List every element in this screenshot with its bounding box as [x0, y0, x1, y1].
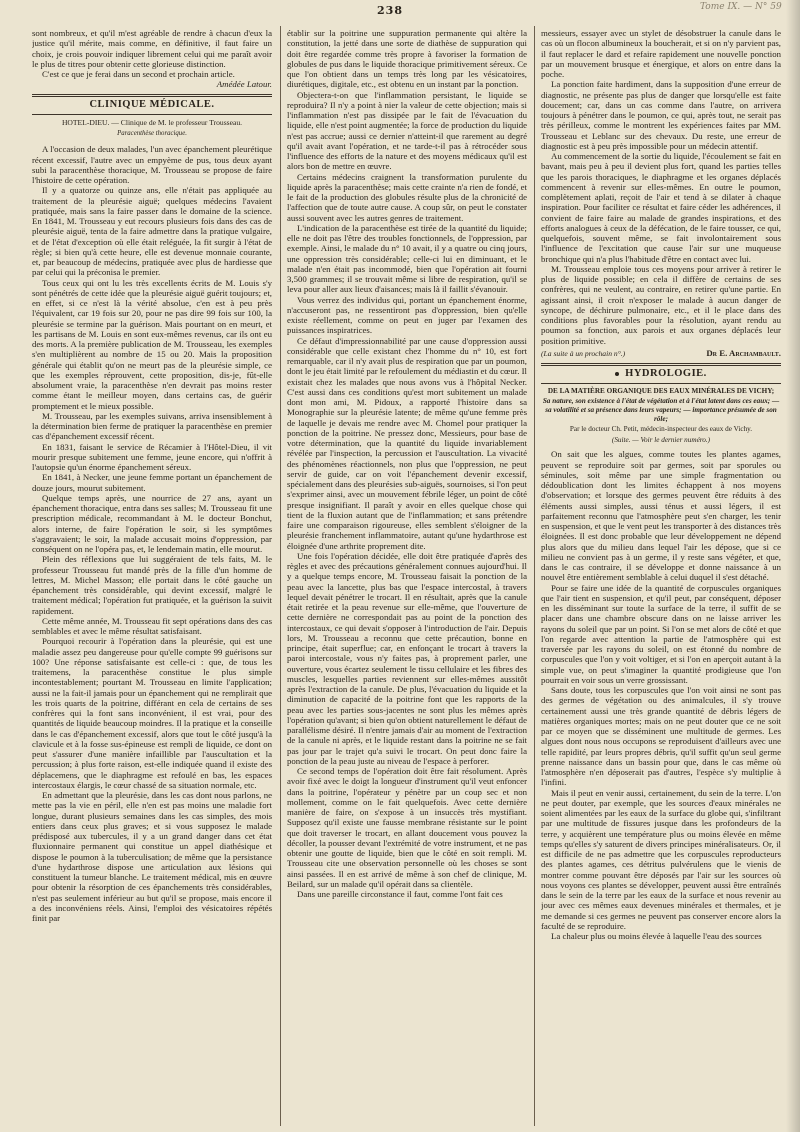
corner-running-head: Tome IX. — N° 59 [700, 2, 782, 12]
paragraph: A l'occasion de deux malades, l'un avec épanchement pleurétique récent excessif, l'autre avec un empyème de pus, tous deux ayant subi la paracenthèse thoracique, M. Trousseau se propose de faire l'histoire de cette opération. [32, 144, 272, 185]
paragraph: Objectera-t-on que l'inflammation persistant, le liquide se reproduira? Il n'y a point à nier la valeur de cette objection; mais si l'inflammation n'est pas dissipée par le fait de l'évacuation du liquide, elle n'est point augmentée; la force de production du liquide n'est pas accrue; aussi ce dernier n'atteint-il que rarement au degré qu'il avait avant l'opération, et ne tarde-t-il pas à rétrocéder sous l'influence des efforts de la nature et des moyens médicaux qu'il est alors bon de mettre en œuvre. [287, 89, 527, 172]
paragraph: Vous verrez des individus qui, portant un épanchement énorme, n'accuseront pas, ne ressentiront pas d'oppression, bien qu'elle existe réellement, comme on peut en juger par l'examen des puissances inspiratrices. [287, 294, 527, 336]
continuation-note: (Suite. — Voir le dernier numéro.) [611, 436, 711, 445]
column-divider [280, 26, 281, 1126]
paragraph: Ce second temps de l'opération doit être fait résolument. Après avoir fixé avec le doigt la longueur d'instrument qu'il veut enfoncer dans la poitrine, l'opérateur y pénètre par un coup sec et non mollement, comme on le fait quelquefois. Avec cette dernière manière de faire, on s'expose à un insuccès très mystifiant. Supposez qu'il existe une fausse membrane résistante sur le point que doit traverser le trocart, en allant doucement vous pouvez la décoller, la pousser devant l'extrémité de votre instrument, et ne pas obtenir une goutte de liquide, bien que le côté en soit rempli. M. Trousseau cite une observation personnelle où les choses se sont ainsi passées. Il en est arrivé de même à son chef de clinique, M. Beilard, sur un malade qu'il opérait dans sa clientèle. [287, 766, 527, 889]
article-body [287, 28, 527, 899]
section-divider [32, 94, 272, 97]
paragraph: messieurs, essayer avec un stylet de désobstruer la canule dans le cas où un flocon albumineux la boucherait, et si on n'y parvient pas, il faut replacer le dard et refaire rapidement une nouvelle ponction par un mouvement brusque et énergique, et alors on entre dans la poche. [541, 28, 781, 79]
paragraph: Pour se faire une idée de la quantité de corpuscules organiques que l'air tient en suspension, et qu'il peut, par conséquent, déposer en les disséminant sur toute la surface de la terre, il suffit de se placer dans une chambre obscure dans on ne laisse arriver les rayons du soleil que par un point. Si l'on se met alors de côté et que l'on regarde avec attention la partie de l'atmosphère qui est traversée par les rayons du soleil, on est étonné du nombre de corpuscules que l'on y voit voltiger, et si l'on en aperçoit autant à la simple vue, on peut s'imaginer la quantité prodigieuse que l'on pourrait en voir sous un verre grossissant. [541, 582, 781, 685]
paragraph: C'est ce que je ferai dans un second et prochain article. [42, 69, 235, 79]
article-author: Par le docteur Ch. Petit, médecin-inspecteur des eaux de Vichy. [569, 425, 753, 434]
section-divider [541, 363, 781, 366]
paragraph: Mais il peut en venir aussi, certainement, du sein de la terre. L'on ne peut douter, par exemple, que les sources d'eaux minérales ne soient alimentées par les eaux de la surface du globe qui, s'infiltrant par une multitude de fissures jusque dans les profondeurs de la terre, y acquièrent une température plus ou moins élevée en même temps qu'elles s'y saturent de divers principes minéralisateurs. Or, il est difficile de ne pas admettre que les corpuscules reproducteurs des plantes agames, ces détritus pulvérulens que le vienis de montrer comme pouvant être déposés par l'air sur les sources où nous voyons ces plantes se développer, peuvent aussi être entraînés dans le sein de la terre par les eaux de la surface et nous revenir au jour avec ces mêmes eaux devenues minérales et thermales, et je me demande si ces germes ne peuvent pas conserver encore alors la faculté de se reproduire. [541, 787, 781, 931]
section-title [541, 369, 781, 379]
author-signature: Amédée Latour. [216, 79, 272, 90]
paragraph: L'indication de la paracenthèse est tirée de la quantité du liquide; elle ne doit pas l'être des troubles fonctionnels, de l'oppression, par exemple. Ainsi, le malade du n° 10 avait, il y a quatre ou cinq jours, une oppression très considérable; celle-ci lui en diminuant, et le malade n'en était pas incommodé, bien que l'opération ait fourni 3,500 grammes; il se trouvait même si libre de respiration, qu'il se leva pour aller aux lieux d'aisances; mais là il faillit s'évanouir. [287, 222, 527, 295]
section-title: CLINIQUE MÉDICALE. [89, 98, 215, 110]
article-signature-line [541, 348, 781, 359]
paragraph: Cette même année, M. Trousseau fit sept opérations dans des cas semblables et avec le même résultat satisfaisant. [32, 615, 272, 636]
paragraph: établir sur la poitrine une suppuration permanente qui altère la constitution, la jetté dans une sorte de diathèse de suppuration qui doit être regardée comme très propre à favoriser la formation de globules de pus dans le liquide thoracique primitivement séreux. Ce que l'on obtient dans un temps très long par les vésicatoires, diurétiques, digitale, etc., est obtenu en un instant par la ponction. [287, 28, 527, 90]
divider [32, 114, 272, 115]
page-edge-shadow [786, 0, 800, 1132]
paragraph: Dans une pareille circonstance il faut, comme l'ont fait ces [297, 889, 503, 899]
paragraph: La ponction faite hardiment, dans la supposition d'une erreur de diagnostic, ne présente pas plus de danger que lorsqu'elle est faite doucement; car, dans un cas comme dans l'autre, on arrivera toujours à pénétrer dans le poumon, ce qui, après tout, ne serait pas très périlleux, comme le montrent les expériences faites par MM. Trousseau et Leblanc sur des chevaux. Du reste, une erreur de diagnostic est à peu près impossible pour un médecin attentif. [541, 79, 781, 151]
article-body [541, 28, 781, 346]
paragraph: La chaleur plus ou moins élevée à laquelle l'eau des sources [551, 931, 762, 941]
column-3 [541, 28, 781, 1126]
article-subtitle: Sa nature, son existence à l'état de végétation et à l'état latent dans ces eaux; — sa volatilité et sa présence dans leurs vapeurs; — importance présumée de son rôle; [542, 397, 780, 424]
article-subheading: HOTEL-DIEU. — Clinique de M. le professeur Trousseau. [61, 117, 243, 127]
continuation-note: (La suite à un prochain n°.) [541, 348, 626, 358]
paragraph: Sans doute, tous les corpuscules que l'on voit ainsi ne sont pas des germes de végétation ou des animalcules, il s'y trouve certainement aussi une très grande quantité de débris légers de matières organiques mortes; mais on ne peut douter que ce ne soit par ce moyen que se disséminent une multitude de germes. Les algues dont nous nous occupons se reproduisent d'ailleurs avec une telle rapidité, par leurs propres débris, qu'il suffit qu'un seul germe prenne naissance dans un bassin pour que, dans le cas même où l'atmosphère n'en déposerait pas d'autres, l'espèce s'y multiplie à l'infini. [541, 685, 781, 788]
article-title: DE LA MATIÈRE ORGANIQUE DES EAUX MINÉRALES DE VICHY; [547, 387, 775, 396]
paragraph: Ce défaut d'impressionnabilité par une cause d'oppression aussi considérable que celle existant chez l'homme du n° 10, est fort remarquable, car il n'y avait plus de respiration que par un poumon, dont le jeu était limité par le refoulement du médiastin et du cœur. Il existait chez les malades que nous avons vus à l'hôpital Necker. C'est aussi dans ces conditions qu'est mort subitement un malade dont mon ami, M. Pidoux, a rapporté l'histoire dans sa Monographie sur la pleurésie latente; de même qu'une femme près de laquelle je devais me rendre avec M. Chomel pour pratiquer la ponction de la poitrine. Ne pressez donc, Messieurs, pour base de votre détermination, que la quantité du liquide invariablement révélée par l'inspection, la percussion et l'auscultation. La vivacité des phénomènes réactionnels, non plus que l'oppression, ne peut servir de guide, car on voit l'épanchement devenir excessif, spécialement dans des pleurésies sub-aiguës, sournoises, si l'on peut s'exprimer ainsi, avec un mouvement fébrile léger, un point de côté presque insignifiant. Il paraît y avoir en elles quelque chose qui tient de la fluxion autant que de l'inflammation; et sans prétendre faire une comparaison rigoureuse, elles semblent s'éloigner de la pleurésie franchement inflammatoire, autant qu'une hydarthrose est éloignée d'une arthrite proprement dite. [287, 335, 527, 551]
paragraph: Plein des réflexions que lui suggéraient de tels faits, M. le professeur Trousseau fut mandé près de la fille d'un homme de lettres, M. Michel Masson; elle portait dans le côté gauche un épanchement très considérable, qui devint excessif, malgré le traitement médical; l'opération fut pratiquée, et la guérison la suivit rapidement. [32, 554, 272, 616]
column-1 [32, 28, 272, 1126]
paragraph: Certains médecins craignent la transformation purulente du liquide après la paracenthèse; mais cette crainte n'a rien de fondé, et le fait de la production des globules résulte plus de la chronicité de l'affection que de toute autre cause. A coup sûr, on peut le constater aussi souvent avec les autres genres de traitement. [287, 171, 527, 223]
paragraph: En admettant que la pleurésie, dans les cas dont nous parlons, ne mette pas la vie en péril, elle n'en est pas moins une maladie fort longue, durant plusieurs semaines dans les cas simples, des mois entiers dans ceux plus graves; et si vous supposez le malade prédisposé aux tubercules, il y a un grand danger dans cet état fluxionnaire permanent qui constitue un appel diathésique et dispose le poumon à la tuberculisation; de même que la persistance d'une hydarthrose dispose une articulation aux lésions qui constituent la tumeur blanche. Le traitement médical, mis en œuvre pour obtenir la résorption de ces épanchements très considérables, n'est pas seulement inférieur au but qu'il se propose, mais encore il a des inconvéniens réels. Ainsi, l'emploi des vésicatoires répétés finit par [32, 790, 272, 923]
paragraph: Il y a quatorze ou quinze ans, elle n'était pas appliquée au traitement de la pleurésie aiguë; quelques médecins l'avaient pratiquée, mais sans la faire passer dans le domaine de la science. En 1841, M. Trousseau y eut recours plusieurs fois dans des cas de pleurésie aiguë, tenta de la faire admettre dans la pratique vulgaire, et de l'état d'exception où elle était reléguée, la fit surgir à l'état de règle; si bien qu'à cette heure, elle est devenue monnaie courante, et, par beaucoup de médecins, pratiquée avec plus de hardiesse que par celui qui la préconisa le premier. [32, 185, 272, 278]
paragraph: M. Trousseau, par les exemples suivans, arriva insensiblement à la détermination bien ferme de pratiquer la paracenthèse en premier cas d'épanchement excessif récent. [32, 410, 272, 442]
paragraph: Tous ceux qui ont lu les très excellents écrits de M. Louis s'y sont pénétrés de cette idée que la pleurésie aiguë guérit toujours; et, en effet, si ce n'est là la vérité absolue, c'en est à peu près l'équivalent, car 19 fois sur 20, pour ne pas dire 99 fois sur 100, la pleurésie se termine par la guérison. Mais pourtant on en meurt, et les partisans de M. Louis en sont eux-mêmes revenus, car ils ont eu des morts. A la première publication de M. Trousseau, les exemples s'en multiplièrent au nombre de 15 ou 20. Mais la proposition générale qui établit qu'on ne meurt pas de la pleurésie simple, ce que les exemples réprouvent, cette proposition, dis-je, fût-elle absolument vraie, la paracenthèse n'en devrait pas moins rester comme étant le meilleur moyen, dans certains cas, de guérir promptement et le mieux possible. [32, 277, 272, 411]
paragraph: Une fois l'opération décidée, elle doit être pratiquée d'après des règles et avec des précautions généralement connues aujourd'hui. Il y a quelque temps encore, M. Trousseau faisait la ponction de la peau avec la lancette, plus bas que l'espace intercostal, à travers lequel devait pénétrer le trocart. Il en résultait, après que la canule était retirée et la peau revenue sur elle-même, que l'ouverture de cette dernière ne correspondait pas au point de la ponction des intercostaux, ce qui devait s'opposer à l'introduction de l'air. Depuis lors, M. Trousseau a reconnu que cette précaution, bonne en principe, était superflue; car, en enfonçant le trocart à travers la paroi intercostale, vous n'y faites pas, à proprement parler, une ouverture, vous écartez seulement le tissu cellulaire et les fibres des muscles, lesquelles parties reviennent sur elles-mêmes aussitôt après l'extraction de la canule. De plus, l'évacuation du liquide et la diminution de capacité de la poitrine font que les rapports de la peau avec les parties sous-jacentes ne sont plus les mêmes après l'opération qu'avant; si bien qu'on obtient naturellement le défaut de parallélisme désiré. Il n'entre jamais d'air au moment de l'extraction de la canule ni après, et le liquide restant dans la poitrine ne se fait pas jour par le trajet qu'a suivi le trocart. On peut donc faire la ponction de la peau juste au niveau de l'espace à perforer. [287, 550, 527, 766]
paragraph: sont nombreux, et qu'il m'est agréable de rendre à chacun d'eux la justice qu'il mérite, mais comme, en définitive, il faut faire un choix, je crois pouvoir indiquer librement celui qui me paraît avoir le plus de titres pour obtenir cette glorieuse distinction. [32, 28, 272, 69]
article-body [32, 144, 272, 923]
paragraph: On sait que les algues, comme toutes les plantes agames, peuvent se reproduire soit par germes, soit par sporules ou séminules, soit même par une simple fragmentation ou dédoublication dont les limites échappent à nos moyens d'observation; et lorsque des germes peuvent être réduits à des éléments aussi simples, aussi ténus et aussi légers, il est parfaitement reconnu que l'atmosphère peut s'en charger, les tenir en suspension, et que le vent peut les transporter à des distances très éloignées. Il est donc probable que leur développement ne dépend plus alors que du milieu dans lequel l'air les dépose, que si ce milieu ne convient pas à un germe, il y reste sans végéter, et que, dans le cas contraire, il se développe et donne naissance à un nouvel être entièrement semblable à celui duquel il s'est détaché. [541, 449, 781, 583]
paragraph: Au commencement de la sortie du liquide, l'écoulement se fait en bavant, mais peu à peu il devient plus fort, quand les parties telles que les parois thoraciques, le diaphragme et les organes déplacés commencent à revenir sur elles-mêmes. En outre le poumon, complètement aplati, reçoit de l'air et tend à se dilater à chaque inspiration. Pour faciliter ce résultat et faire céder les adhérences, il convient de faire faire au malade de grandes inspirations, et des efforts analogues à ceux de la défécation, de le faire tousser, ce qui, quelquefois, souvent même, se fait involontairement sous l'influence de l'excitation que cause l'air sur une muqueuse bronchique qui n'a plus l'habitude d'être en contact avec lui. [541, 151, 781, 264]
paragraph: Pourquoi recourir à l'opération dans la pleurésie, qui est une maladie assez peu dangereuse pour qu'elle compte 99 guérisons sur 100? Une réponse satisfaisante est celle-ci : que, de tous les traitemens, la paracenthèse constitue le plus simple incontestablement; pourtant M. Trousseau en limite l'application; aussi ne la fait-il jamais pour un épanchement qui ne remplirait que les trois quarts de la poitrine, différant en cela de certains de ses confrères qui la font sans inconvénient, il est vrai, pour des quantités de liquide beaucoup moindres. Il la pratique et la conseille dans le cas d'épanchement excessif, alors que tout le côté jusqu'à la clavicule et à la fosse sus-épineuse est rempli de liquide, ce dont on peut s'assurer d'une manière infaillible par l'auscultation et la percussion; à plus forte raison, est-elle indiquée quand il existe des déplacemens, que le diaphragme est refoulé en bas, les espaces intercostaux élargis, le cœur chassé de sa situation normale, etc. [32, 636, 272, 790]
column-2 [287, 28, 527, 1126]
paragraph: En 1841, à Necker, une jeune femme portant un épanchement de douze jours, mourut subitement. [32, 472, 272, 493]
page-number: 238 [377, 4, 403, 17]
section-title-text: HYDROLOGIE. [625, 368, 707, 379]
paragraph: En 1831, faisant le service de Récamier à l'Hôtel-Dieu, il vit mourir presque subitement une femme, jeune encore, qui n'offrit à l'autopsie qu'un énorme épanchement séreux. [32, 441, 272, 472]
paragraph: Quelque temps après, une nourrice de 27 ans, ayant un épanchement thoracique, entra dans ses salles; M. Trousseau fit une prescription médicale, recommandant à M. le docteur Bonchut, alors interne, de faire l'opération le soir, si les symptômes s'aggravaient; le soir, la malade accusait moins d'oppression, par conséquent on ne l'opéra pas, et, le lendemain matin, elle mourut. [32, 492, 272, 554]
article-topic: Paracenthèse thoracique. [117, 130, 187, 137]
column-divider [534, 26, 535, 1126]
author-signature: Dr E. Archambault. [706, 347, 781, 358]
paragraph: M. Trousseau emploie tous ces moyens pour arriver à retirer le plus de liquide possible; en cela il diffère de certains de ses confrères, qui ne veulent, au contraire, en retirer qu'une partie. En agissant ainsi, il croit n'exposer le malade à aucun danger de syncope, de déchirure pulmonaire, etc., et il le place dans des conditions plus favorables pour la résolution, ayant rendu au poumon sa fonction, aux parois et aux organes déplacés leur position primitive. [541, 263, 781, 346]
divider [541, 383, 781, 384]
bullet-icon [615, 372, 619, 376]
article-body [541, 449, 781, 941]
